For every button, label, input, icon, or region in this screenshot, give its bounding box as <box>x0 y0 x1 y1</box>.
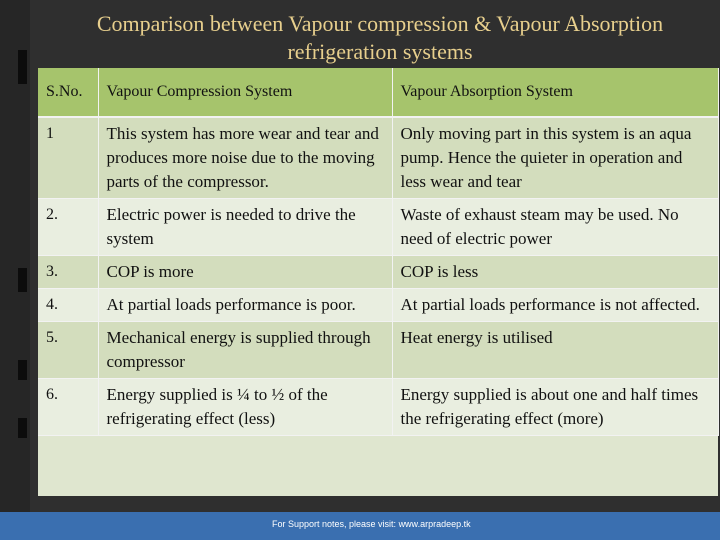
decorative-bar <box>18 360 27 380</box>
table-row <box>38 289 718 322</box>
cell-sno: 5. <box>38 322 98 379</box>
cell-compression: COP is more <box>98 256 392 289</box>
cell-absorption: Only moving part in this system is an aqua pump. Hence the quieter in operation and less wear and tear <box>392 117 718 199</box>
header-vapour-absorption: Vapour Absorption System <box>392 68 718 117</box>
decorative-bar <box>18 50 27 84</box>
comparison-table <box>38 68 719 436</box>
cell-sno: 6. <box>38 379 98 436</box>
comparison-table-container <box>38 68 718 496</box>
table-row <box>38 117 718 199</box>
header-sno: S.No. <box>38 68 98 117</box>
table-row <box>38 199 718 256</box>
cell-sno: 2. <box>38 199 98 256</box>
cell-compression: This system has more wear and tear and produces more noise due to the moving parts of the compressor. <box>98 117 392 199</box>
cell-compression: Energy supplied is ¼ to ½ of the refrigerating effect (less) <box>98 379 392 436</box>
slide-title: Comparison between Vapour compression & Vapour Absorption refrigeration systems <box>96 11 664 64</box>
cell-absorption: At partial loads performance is not affected. <box>392 289 718 322</box>
footer-text: For Support notes, please visit: www.arpradeep.tk <box>272 519 471 529</box>
decorative-bar <box>18 268 27 292</box>
decorative-bar <box>18 418 27 438</box>
cell-sno: 4. <box>38 289 98 322</box>
table-row <box>38 256 718 289</box>
cell-compression: Electric power is needed to drive the system <box>98 199 392 256</box>
cell-absorption: Energy supplied is about one and half times the refrigerating effect (more) <box>392 379 718 436</box>
table-header-row <box>38 68 718 117</box>
header-vapour-compression: Vapour Compression System <box>98 68 392 117</box>
cell-sno: 3. <box>38 256 98 289</box>
table-row <box>38 322 718 379</box>
cell-compression: At partial loads performance is poor. <box>98 289 392 322</box>
cell-absorption: Heat energy is utilised <box>392 322 718 379</box>
cell-sno: 1 <box>38 117 98 199</box>
cell-compression: Mechanical energy is supplied through compressor <box>98 322 392 379</box>
table-row <box>38 379 718 436</box>
cell-absorption: COP is less <box>392 256 718 289</box>
cell-absorption: Waste of exhaust steam may be used. No need of electric power <box>392 199 718 256</box>
